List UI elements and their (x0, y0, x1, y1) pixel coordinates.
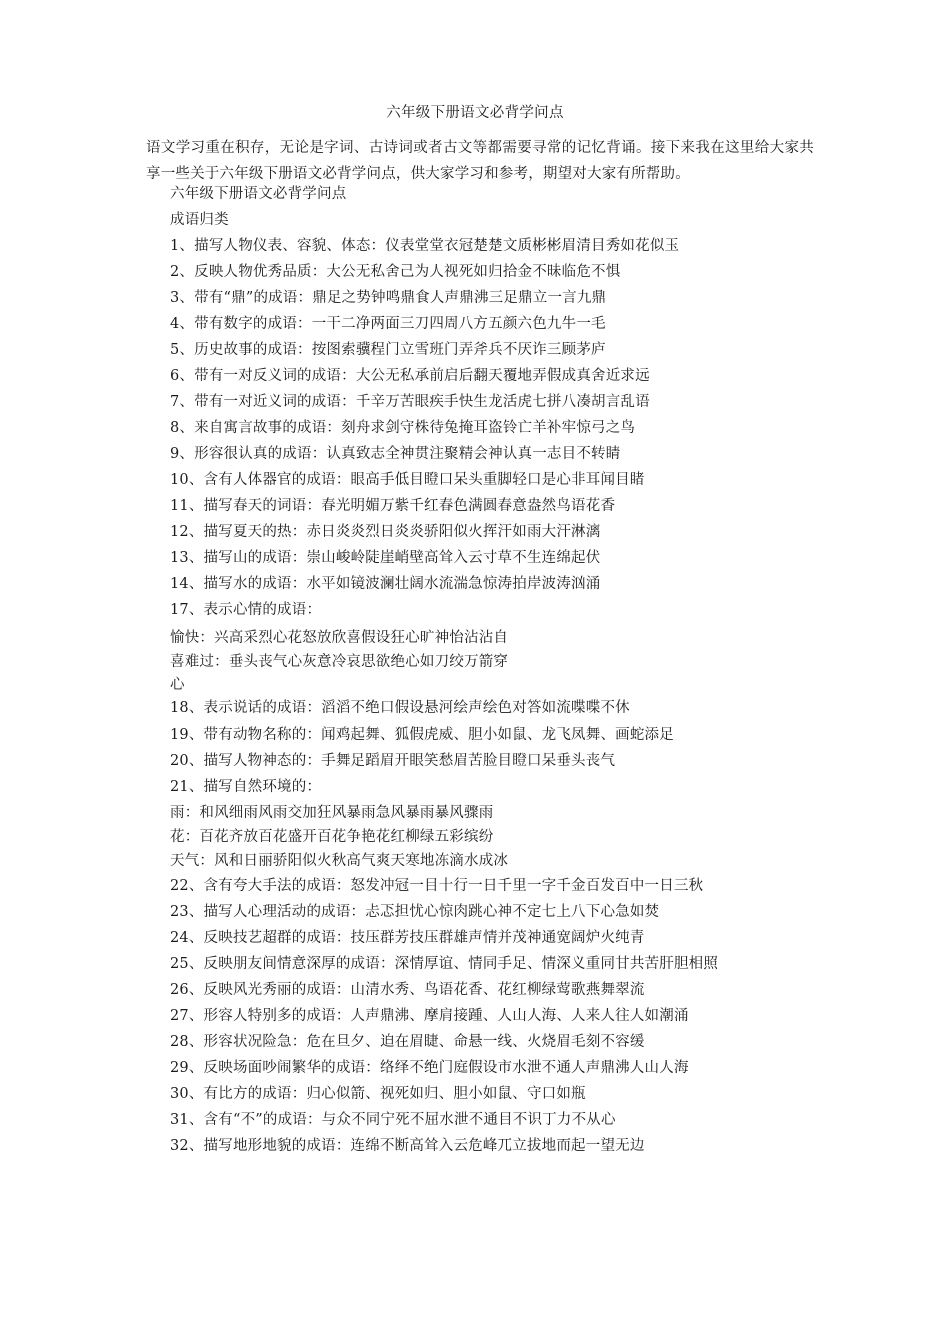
list-item: 10、含有人体器官的成语：眼高手低目瞪口呆头重脚轻口是心非耳闻目睹 (170, 472, 645, 488)
list-item: 19、带有动物名称的：闻鸡起舞、狐假虎威、胆小如鼠、龙飞凤舞、画蛇添足 (170, 727, 674, 743)
list-item: 1、描写人物仪表、容貌、体态：仪表堂堂衣冠楚楚文质彬彬眉清目秀如花似玉 (170, 238, 680, 254)
list-item: 30、有比方的成语：归心似箭、视死如归、胆小如鼠、守口如瓶 (170, 1086, 586, 1102)
list-item: 21、描写自然环境的： (170, 779, 322, 795)
list-item: 13、描写山的成语：崇山峻岭陡崖峭壁高耸入云寸草不生连绵起伏 (170, 550, 601, 566)
list-item: 花：百花齐放百花盛开百花争艳花红柳绿五彩缤纷 (170, 829, 494, 845)
list-item: 18、表示说话的成语：滔滔不绝口假设悬河绘声绘色对答如流喋喋不休 (170, 700, 630, 716)
subtitle: 六年级下册语文必背学问点 (170, 186, 347, 202)
list-item: 7、带有一对近义词的成语：千辛万苦眼疾手快生龙活虎七拼八凑胡言乱语 (170, 394, 650, 410)
list-item: 雨：和风细雨风雨交加狂风暴雨急风暴雨暴风骤雨 (170, 805, 494, 821)
list-item: 8、来自寓言故事的成语：刻舟求剑守株待兔掩耳盗铃亡羊补牢惊弓之鸟 (170, 420, 636, 436)
list-item: 9、形容很认真的成语：认真致志全神贯注聚精会神认真一志目不转睛 (170, 446, 621, 462)
list-item: 2、反映人物优秀品质：大公无私舍己为人视死如归拾金不昧临危不惧 (170, 264, 621, 280)
list-item: 愉快：兴高采烈心花怒放欣喜假设狂心旷神怡沾沾自 (170, 630, 509, 646)
document-title: 六年级下册语文必背学问点 (386, 105, 564, 121)
list-item: 24、反映技艺超群的成语：技压群芳技压群雄声情并茂神通宽阔炉火纯青 (170, 930, 645, 946)
list-item: 4、带有数字的成语：一干二净两面三刀四周八方五颜六色九牛一毛 (170, 316, 606, 332)
list-item: 心 (170, 677, 185, 693)
list-item: 31、含有“不”的成语：与众不同宁死不屈水泄不通目不识丁力不从心 (170, 1112, 616, 1128)
list-item: 14、描写水的成语：水平如镜波澜壮阔水流湍急惊涛拍岸波涛汹涌 (170, 576, 601, 592)
list-item: 6、带有一对反义词的成语：大公无私承前启后翻天覆地弄假成真舍近求远 (170, 368, 650, 384)
list-item: 26、反映风光秀丽的成语：山清水秀、鸟语花香、花红柳绿莺歌燕舞翠流 (170, 982, 645, 998)
list-item: 22、含有夸大手法的成语：怒发冲冠一目十行一日千里一字千金百发百中一日三秋 (170, 878, 704, 894)
list-item: 28、形容状况险急：危在旦夕、迫在眉睫、命悬一线、火烧眉毛刻不容缓 (170, 1034, 645, 1050)
list-item: 32、描写地形地貌的成语：连绵不断高耸入云危峰兀立拔地而起一望无边 (170, 1138, 645, 1154)
list-item: 12、描写夏天的热：赤日炎炎烈日炎炎骄阳似火挥汗如雨大汗淋漓 (170, 524, 601, 540)
list-item: 27、形容人特别多的成语：人声鼎沸、摩肩接踵、人山人海、人来人往人如潮涌 (170, 1008, 689, 1024)
list-item: 25、反映朋友间情意深厚的成语：深情厚谊、情同手足、情深义重同甘共苦肝胆相照 (170, 956, 719, 972)
list-item: 喜难过：垂头丧气心灰意冷哀思欲绝心如刀绞万箭穿 (170, 654, 509, 670)
list-item: 天气：风和日丽骄阳似火秋高气爽天寒地冻滴水成冰 (170, 853, 509, 869)
list-item: 5、历史故事的成语：按图索骥程门立雪班门弄斧兵不厌诈三顾茅庐 (170, 342, 606, 358)
list-item: 3、带有“鼎”的成语：鼎足之势钟鸣鼎食人声鼎沸三足鼎立一言九鼎 (170, 290, 607, 306)
list-item: 17、表示心情的成语： (170, 602, 322, 618)
section-heading: 成语归类 (170, 212, 229, 228)
list-item: 23、描写人心理活动的成语：忐忑担忧心惊肉跳心神不定七上八下心急如焚 (170, 904, 660, 920)
list-item: 29、反映场面吵闹繁华的成语：络绎不绝门庭假设市水泄不通人声鼎沸人山人海 (170, 1060, 689, 1076)
list-item: 11、描写春天的词语：春光明媚万紫千红春色满圆春意盎然鸟语花香 (170, 498, 616, 514)
list-item: 20、描写人物神态的：手舞足蹈眉开眼笑愁眉苦脸目瞪口呆垂头丧气 (170, 753, 616, 769)
intro-paragraph: 语文学习重在积存，无论是字词、古诗词或者古文等都需要寻常的记忆背诵。接下来我在这里给大家共享一些关于六年级下册语文必背学问点，供大家学习和参考，期望对大家有所帮助。 (146, 140, 814, 182)
